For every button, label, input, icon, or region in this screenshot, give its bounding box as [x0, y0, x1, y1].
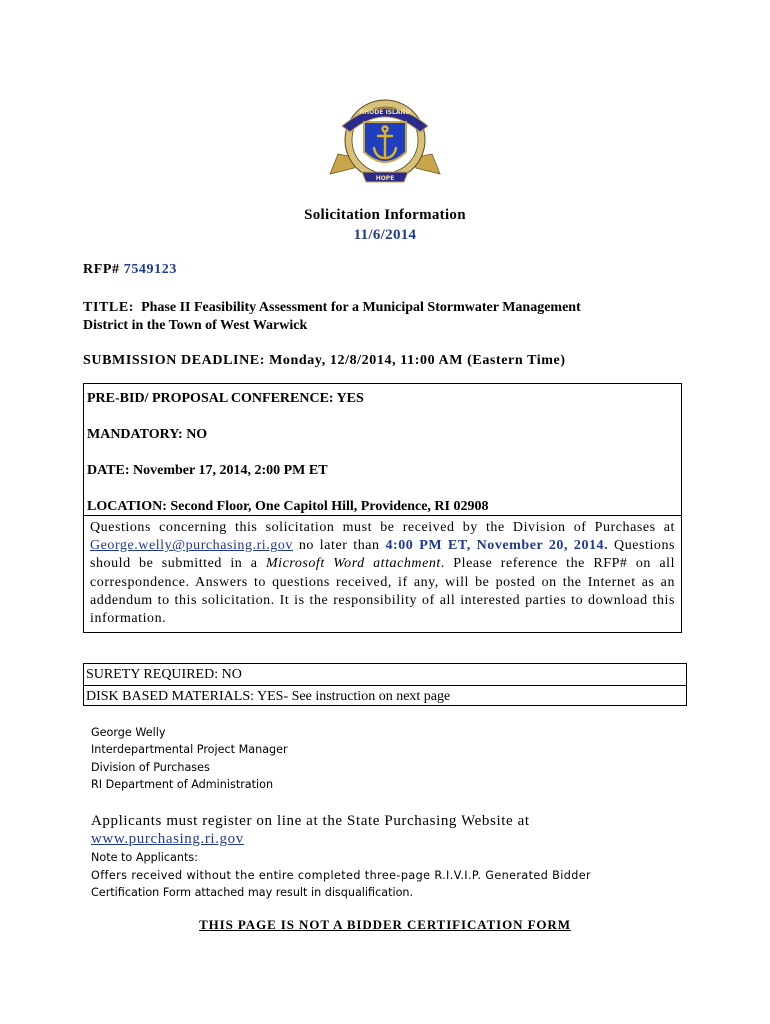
contact-division: Division of Purchases [91, 760, 210, 774]
rfp-number: 7549123 [123, 262, 177, 277]
questions-text-2: no later than [298, 538, 380, 554]
questions-text-3: Questions should be submitted in a [90, 538, 675, 572]
contact-email-link[interactable]: George.welly@purchasing.ri.gov [90, 538, 293, 554]
notes-block [91, 849, 591, 902]
title-text-1: Phase II Feasibility Assessment for a Municipal Stormwater Management [141, 300, 581, 315]
disk-based-materials: DISK BASED MATERIALS: YES- See instruction on next page [86, 689, 451, 704]
contact-department: RI Department of Administration [91, 778, 274, 792]
contact-role: Interdepartmental Project Manager [91, 743, 288, 757]
register-text: Applicants must register on line at the State Purchasing Website at [91, 813, 530, 829]
conference-box [83, 383, 682, 515]
solicitation-date: 11/6/2014 [353, 227, 417, 243]
contact-block [91, 724, 288, 794]
contact-name: George Welly [91, 726, 166, 739]
register-block [91, 812, 530, 848]
solicitation-heading: Solicitation Information [304, 207, 466, 223]
purchasing-website-link[interactable]: www.purchasing.ri.gov [91, 831, 244, 847]
questions-deadline: 4:00 PM ET, November 20, 2014. [385, 538, 609, 554]
notes-label: Note to Applicants: [91, 851, 198, 864]
title-label: TITLE: [83, 300, 135, 315]
prebid-conference: PRE-BID/ PROPOSAL CONFERENCE: YES [87, 391, 364, 406]
submission-deadline: SUBMISSION DEADLINE: Monday, 12/8/2014, 11:00 AM (Eastern Time) [83, 353, 566, 368]
seal-bottom-text: HOPE [375, 175, 395, 182]
questions-text-1: Questions concerning this solicitation must be received by the Division of Purchases at [90, 520, 675, 535]
rhode-island-seal-icon [328, 92, 442, 188]
notes-line-2: Certification Form attached may result in disqualification. [91, 886, 414, 900]
conference-date: DATE: November 17, 2014, 2:00 PM ET [87, 463, 328, 478]
questions-text-4: . Please reference the RFP# on all correspondence. Answers to questions received, if any, will be posted on the Internet as an addendum to this solicitation. It is the responsibility of all interested parties to download this information. [90, 556, 676, 627]
requirements-box [83, 663, 687, 706]
rfp-label: RFP# [83, 262, 120, 277]
conference-location: LOCATION: Second Floor, One Capitol Hill, Providence, RI 02908 [87, 499, 489, 514]
title-line-2: District in the Town of West Warwick [83, 318, 308, 333]
mandatory-status: MANDATORY: NO [87, 427, 208, 442]
title-line-1 [83, 300, 581, 316]
word-attachment: Microsoft Word attachment [265, 556, 441, 572]
seal-ribbon-text: RHODE ISLAND [359, 109, 411, 116]
surety-required: SURETY REQUIRED: NO [84, 664, 686, 686]
notes-line-1: Offers received without the entire completed three-page R.I.V.I.P. Generated Bidder [91, 868, 592, 882]
rfp-line [83, 262, 177, 278]
not-certification-notice: THIS PAGE IS NOT A BIDDER CERTIFICATION FORM [199, 917, 571, 932]
questions-box [83, 515, 682, 633]
